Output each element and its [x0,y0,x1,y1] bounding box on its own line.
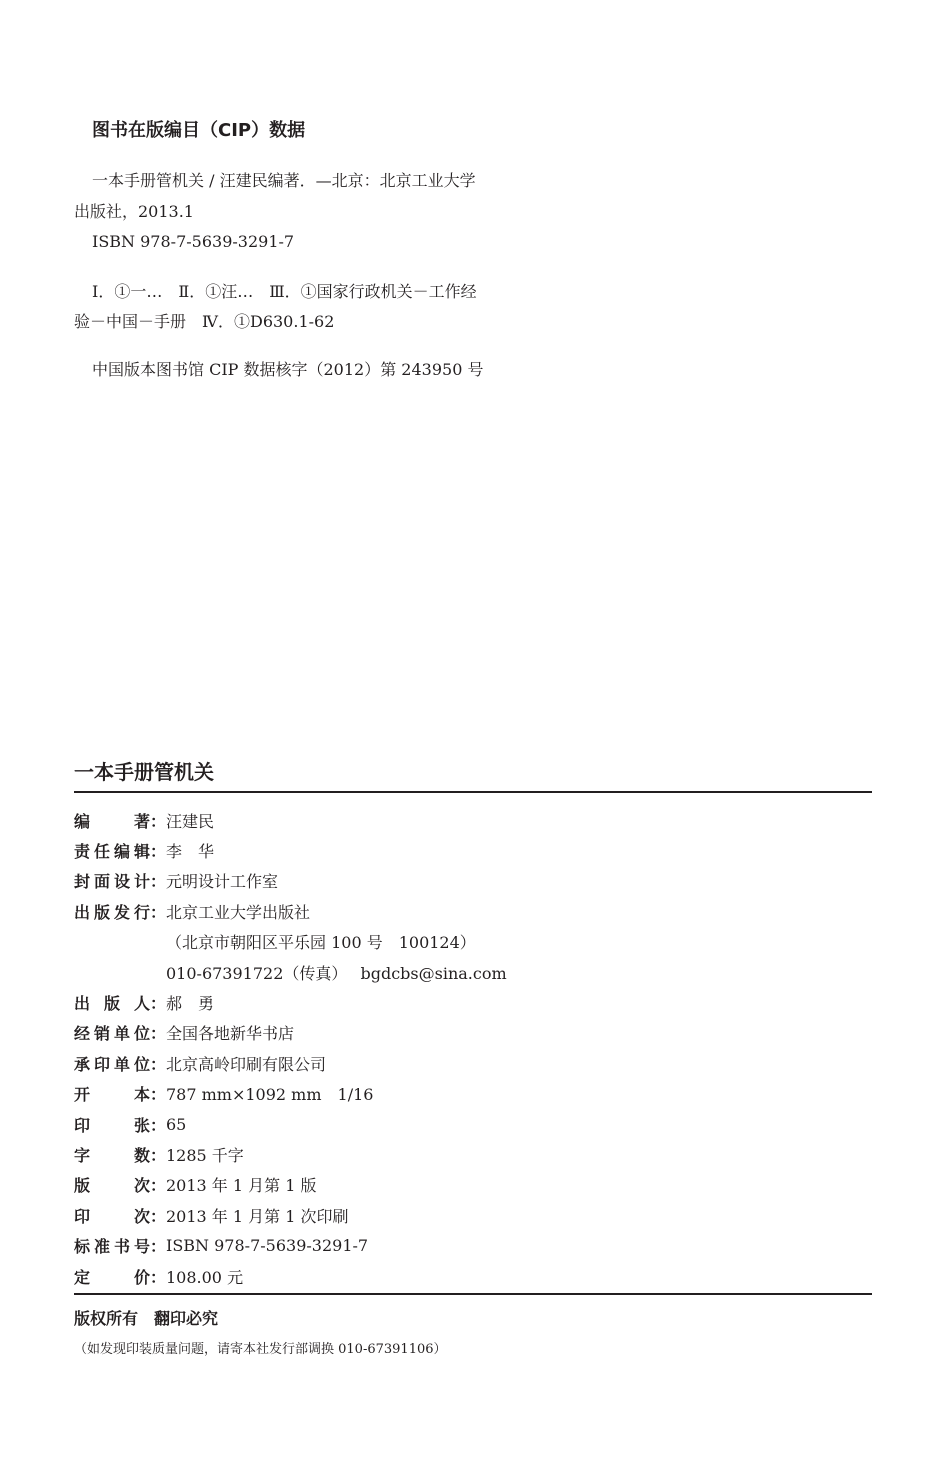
colophon-value: 元明设计工作室 [166,872,279,892]
colophon-label-char: 号： [133,1237,166,1257]
colophon-row [74,1109,872,1139]
colophon-label-char: 位： [133,1054,166,1074]
colophon-label-char: 任 [93,842,110,862]
colophon-label [74,869,166,892]
colophon-value: 北京工业大学出版社 [166,902,311,922]
colophon-label-char: 单 [113,1054,130,1074]
colophon-label-char: 印 [74,1206,91,1226]
colophon-label-char: 数： [133,1145,166,1165]
colophon-label-char: 辑： [133,842,166,862]
colophon-row [74,1170,872,1200]
colophon-row [74,957,872,987]
colophon-label-char: 计： [133,872,166,892]
colophon-label-char: 准 [93,1237,110,1257]
colophon-label [74,1082,166,1105]
cip-title-line: 一本手册管机关 / 汪建民编著．—北京：北京工业大学 [92,171,476,190]
colophon-label [74,1021,166,1044]
colophon-value: 010-67391722（传真） bgdcbs@sina.com [166,963,507,983]
colophon-label-char: 人： [133,994,166,1014]
colophon-label [74,900,166,923]
colophon-table [74,805,872,1291]
colophon-label-char: 著： [133,811,166,831]
colophon-label [74,809,166,832]
colophon-label-char: 本： [133,1085,166,1105]
colophon-label-char: 承 [74,1054,91,1074]
colophon-row [74,896,872,926]
colophon-label-char: 字 [74,1145,91,1165]
cip-classification-line-2: 验－中国－手册 Ⅳ．①D630.1-62 [74,312,335,331]
colophon-label-char: 位： [133,1024,166,1044]
colophon-value: 郝 勇 [166,994,215,1014]
colophon-label-char: 单 [113,1024,130,1044]
top-divider [74,791,872,793]
colophon-value: 108.00 元 [166,1267,244,1287]
colophon-label-char: 销 [93,1024,110,1044]
colophon-row [74,1048,872,1078]
colophon-value: （北京市朝阳区平乐园 100 号 100124） [166,933,476,953]
cip-publisher-line: 出版社，2013.1 [74,202,194,221]
colophon-label [74,1204,166,1227]
colophon-label [74,1052,166,1075]
colophon-row [74,1200,872,1230]
colophon-label-char: 编 [74,811,91,831]
colophon-value: 全国各地新华书店 [166,1024,295,1044]
colophon-label-char: 开 [74,1085,91,1105]
colophon-label [74,991,166,1014]
colophon-label-char: 版 [74,1176,91,1196]
cip-isbn-line: ISBN 978-7-5639-3291-7 [92,232,295,251]
colophon-label-char: 经 [74,1024,91,1044]
colophon-label [74,1113,166,1136]
colophon-label [74,839,166,862]
colophon-label-char: 定 [74,1267,91,1287]
colophon-row [74,1018,872,1048]
colophon-row [74,866,872,896]
colophon-value: 北京高岭印刷有限公司 [166,1054,327,1074]
cip-heading: 图书在版编目（CIP）数据 [92,120,306,141]
colophon-label-char: 发 [113,902,130,922]
colophon-row [74,987,872,1017]
colophon-value: 1285 千字 [166,1145,244,1165]
colophon-label [74,1265,166,1288]
colophon-label-char: 行： [133,902,166,922]
colophon-label-char: 设 [113,872,130,892]
colophon-label-char: 次： [133,1176,166,1196]
contact-note: （如发现印装质量问题，请寄本社发行部调换 010-67391106） [74,1342,447,1357]
colophon-label [74,1143,166,1166]
colophon-row [74,1261,872,1291]
colophon-label-char: 封 [74,872,91,892]
colophon-value: 李 华 [166,842,215,862]
colophon-label [74,1234,166,1257]
colophon-label-char: 版 [93,902,110,922]
rights-statement: 版权所有 翻印必究 [74,1309,219,1328]
colophon-row [74,1230,872,1260]
colophon-value: 65 [166,1114,187,1134]
colophon-label-char: 标 [74,1237,91,1257]
colophon-value: 汪建民 [166,811,215,831]
colophon-label-char: 出 [74,902,91,922]
colophon-row [74,835,872,865]
colophon-value: 2013 年 1 月第 1 次印刷 [166,1206,349,1226]
colophon-label-char: 次： [133,1206,166,1226]
colophon-label-char: 印 [93,1054,110,1074]
colophon-label-char: 书 [113,1237,130,1257]
cip-classification-line: Ⅰ．①一… Ⅱ．①汪… Ⅲ．①国家行政机关－工作经 [92,282,477,301]
colophon-value: 787 mm×1092 mm 1/16 [166,1085,374,1105]
colophon-label-char: 出 [74,994,91,1014]
bottom-divider [74,1293,872,1295]
book-title: 一本手册管机关 [74,760,214,784]
colophon-label-char: 张： [133,1115,166,1135]
colophon-label-char: 印 [74,1115,91,1135]
colophon-label-char: 价： [133,1267,166,1287]
colophon-row [74,1139,872,1169]
colophon-label-char: 版 [103,994,120,1014]
colophon-label-char: 面 [93,872,110,892]
colophon-label [74,1173,166,1196]
colophon-value: 2013 年 1 月第 1 版 [166,1176,317,1196]
cip-record-number: 中国版本图书馆 CIP 数据核字（2012）第 243950 号 [92,360,484,379]
colophon-row [74,927,872,957]
colophon-label-char: 编 [113,842,130,862]
colophon-label-char: 责 [74,842,91,862]
colophon-value: ISBN 978-7-5639-3291-7 [166,1236,369,1256]
colophon-row [74,1079,872,1109]
colophon-row [74,805,872,835]
